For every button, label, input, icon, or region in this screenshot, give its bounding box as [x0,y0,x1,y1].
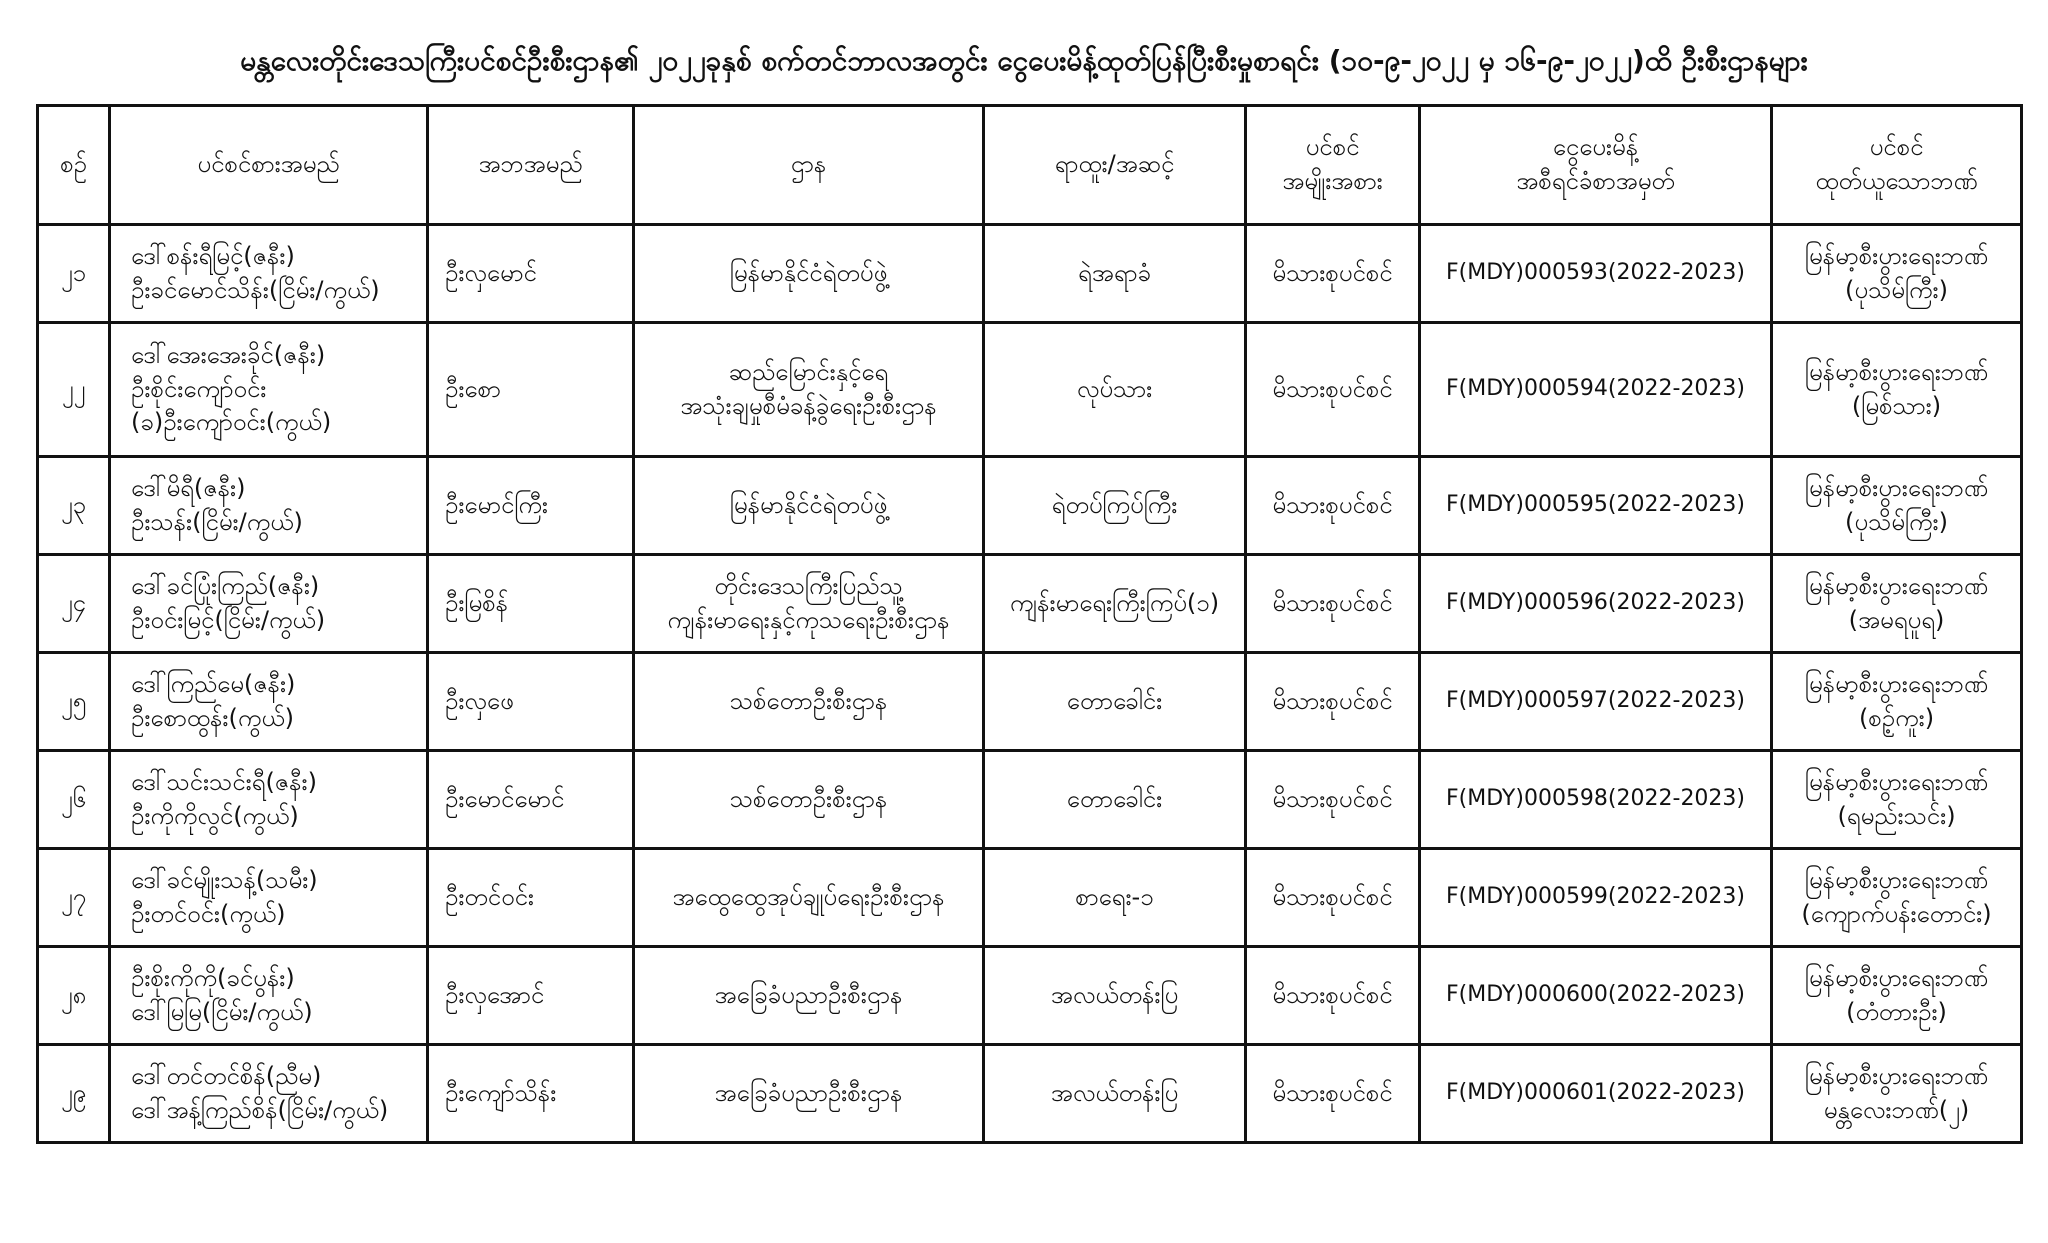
cell-bank-line: (အမရပူရ) [1848,605,1945,634]
header-no: စဉ် [38,106,110,225]
cell-pensioner-line: (ခ)ဦးကျော်ဝင်း(ကွယ်) [131,408,332,437]
cell-bank [1772,225,2022,323]
cell-rank-text: တောခေါင်း [1066,784,1163,813]
cell-pensioner-line: ဦးစိုးကိုကို(ခင်ပွန်း) [131,963,295,992]
cell-department [634,849,984,947]
cell-rank [984,947,1246,1045]
cell-department-line: တိုင်းဒေသကြီးပြည်သူ့ [714,571,903,600]
cell-department-line: အသုံးချမှုစီမံခန့်ခွဲရေးဦးစီးဌာန [680,391,937,420]
cell-no-text: ၂၆ [60,784,87,813]
table-row [38,849,2022,947]
cell-father [428,555,634,653]
cell-order-no-text: F(MDY)000597(2022-2023) [1445,688,1746,714]
cell-rank-text: အလယ်တန်းပြ [1050,980,1179,1009]
cell-pensioner [110,947,428,1045]
cell-pensioner [110,225,428,323]
cell-pensioner-line: ဦးတင်ဝင်း(ကွယ်) [131,899,286,928]
cell-bank [1772,555,2022,653]
cell-pension-type-text: မိသားစုပင်စင် [1272,882,1393,911]
cell-bank-line: မြန်မာ့စီးပွားရေးဘဏ် [1804,1061,1989,1090]
cell-bank-line: (ကျောက်ပန်းတောင်း) [1801,899,1992,928]
cell-pension-type [1246,225,1420,323]
cell-no-text: ၂၅ [60,686,87,715]
cell-father [428,653,634,751]
cell-rank [984,457,1246,555]
cell-order-no-text: F(MDY)000601(2022-2023) [1445,1080,1746,1106]
cell-bank-line: မြန်မာ့စီးပွားရေးဘဏ် [1804,357,1989,386]
cell-department-line: ဆည်မြောင်းနှင့်ရေ [728,357,889,386]
cell-father [428,849,634,947]
cell-father-text: ဦးတင်ဝင်း [445,882,534,911]
cell-bank-line: မြန်မာ့စီးပွားရေးဘဏ် [1804,963,1989,992]
pension-table [36,104,2023,1144]
cell-pensioner-line: ဒေါ်အေးအေးခိုင်(ဇနီး) [131,341,326,370]
table-row [38,1045,2022,1143]
cell-pension-type [1246,555,1420,653]
cell-father-text: ဦးလှမောင် [445,258,537,287]
table-header-row [38,106,2022,225]
cell-no [38,555,110,653]
cell-no-text: ၂၁ [60,258,87,287]
cell-department-line: သစ်တောဦးစီးဌာန [729,686,888,715]
header-father: အဘအမည် [428,106,634,225]
cell-pension-type-text: မိသားစုပင်စင် [1272,490,1393,519]
cell-pensioner [110,323,428,457]
page-title: မန္တလေးတိုင်းဒေသကြီးပင်စင်ဦးစီးဌာန၏ ၂၀၂၂ခုနှစ် စက်တင်ဘာလအတွင်း ငွေပေးမိန့်ထုတ်ပြန်ပြီးစီးမှုစာရင်း (၁၀-၉-၂၀၂၂ မှ ၁၆-၉-၂၀၂၂)ထိ ဦးစီးဌာနများ [240,44,1808,77]
table-row [38,947,2022,1045]
cell-pensioner [110,849,428,947]
cell-no [38,653,110,751]
cell-order-no [1420,849,1772,947]
cell-pensioner-line: ဒေါ်တင်တင်စိန်(ညီမ) [131,1061,322,1090]
cell-bank-line: မြန်မာ့စီးပွားရေးဘဏ် [1804,865,1989,894]
cell-department-line: အခြေခံပညာဦးစီးဌာန [714,1078,903,1107]
cell-bank-line: (တံတားဦး) [1846,997,1947,1026]
header-order-no: ငွေပေးမိန့် အစီရင်ခံစာအမှတ် [1420,106,1772,225]
cell-no [38,323,110,457]
cell-pensioner-line: ဦးစိုင်းကျော်ဝင်း [131,374,267,403]
cell-order-no [1420,225,1772,323]
cell-pensioner-line: ဒေါ်ကြည်မေ(ဇနီး) [131,669,296,698]
table-row [38,323,2022,457]
cell-bank [1772,653,2022,751]
cell-father-text: ဦးလှဖေ [445,686,514,715]
cell-department [634,225,984,323]
cell-department [634,457,984,555]
cell-pension-type-text: မိသားစုပင်စင် [1272,374,1393,403]
cell-pensioner-line: ဒေါ်အန့်ကြည်စိန်(ငြိမ်း/ကွယ်) [131,1095,389,1124]
cell-pension-type [1246,751,1420,849]
cell-order-no [1420,457,1772,555]
header-department: ဌာန [634,106,984,225]
cell-pension-type-text: မိသားစုပင်စင် [1272,686,1393,715]
cell-bank-line: မြန်မာ့စီးပွားရေးဘဏ် [1804,571,1989,600]
cell-father [428,947,634,1045]
cell-father-text: ဦးကျော်သိန်း [445,1078,557,1107]
cell-rank-text: ရဲတပ်ကြပ်ကြီး [1051,490,1178,519]
table-row [38,225,2022,323]
cell-bank-line: မြန်မာ့စီးပွားရေးဘဏ် [1804,767,1989,796]
cell-father [428,323,634,457]
cell-pensioner-line: ဒေါ်ခင်မျိုးသန့်(သမီး) [131,865,318,894]
cell-rank-text: စာရေး-၁ [1075,882,1154,911]
cell-no-text: ၂၇ [60,882,87,911]
cell-rank [984,653,1246,751]
cell-order-no-text: F(MDY)000598(2022-2023) [1445,786,1746,812]
cell-bank [1772,457,2022,555]
cell-department [634,653,984,751]
cell-pensioner-line: ဒေါ်သင်းသင်းရီ(ဇနီး) [131,767,317,796]
cell-order-no-text: F(MDY)000594(2022-2023) [1445,376,1746,402]
table-row [38,751,2022,849]
cell-father-text: ဦးမောင်မောင် [445,784,565,813]
cell-pensioner-line: ဦးကိုကိုလွင်(ကွယ်) [131,801,299,830]
cell-rank [984,555,1246,653]
cell-father-text: ဦးမြစိန် [445,588,509,617]
cell-pensioner-line: ဦးသန်း(ငြိမ်း/ကွယ်) [131,507,303,536]
cell-bank-line: မန္တလေးဘဏ်(၂) [1823,1095,1970,1124]
cell-father-text: ဦးလှအောင် [445,980,545,1009]
cell-pensioner [110,653,428,751]
cell-pension-type [1246,323,1420,457]
cell-father [428,751,634,849]
cell-order-no-text: F(MDY)000599(2022-2023) [1445,884,1746,910]
cell-department-line: မြန်မာနိုင်ငံရဲတပ်ဖွဲ့ [729,258,888,287]
cell-order-no-text: F(MDY)000596(2022-2023) [1445,590,1746,616]
cell-pensioner-line: ဦးဝင်းမြင့်(ငြိမ်း/ကွယ်) [131,605,326,634]
cell-pension-type-text: မိသားစုပင်စင် [1272,980,1393,1009]
cell-no-text: ၂၃ [60,490,87,519]
cell-pension-type-text: မိသားစုပင်စင် [1272,588,1393,617]
cell-bank [1772,849,2022,947]
cell-bank [1772,947,2022,1045]
cell-rank [984,323,1246,457]
header-rank: ရာထူး/အဆင့် [984,106,1246,225]
cell-bank-line: မြန်မာ့စီးပွားရေးဘဏ် [1804,473,1989,502]
cell-order-no [1420,323,1772,457]
pension-table-container [36,104,2023,1144]
cell-father [428,1045,634,1143]
cell-pensioner-line: ဒေါ်ခင်ပြုံးကြည်(ဇနီး) [131,571,320,600]
cell-no-text: ၂၄ [60,588,87,617]
cell-pensioner-line: ဒေါ်မိရီ(ဇနီး) [131,473,246,502]
cell-order-no [1420,751,1772,849]
cell-pension-type [1246,653,1420,751]
cell-bank-line: (ပုသိမ်ကြီး) [1845,507,1948,536]
cell-no [38,947,110,1045]
cell-rank [984,849,1246,947]
cell-pensioner [110,457,428,555]
cell-pension-type [1246,457,1420,555]
cell-bank [1772,323,2022,457]
cell-bank-line: မြန်မာ့စီးပွားရေးဘဏ် [1804,669,1989,698]
cell-pensioner-line: ဦးစောထွန်း(ကွယ်) [131,703,295,732]
cell-department [634,555,984,653]
header-pension-type: ပင်စင် အမျိုးအစား [1246,106,1420,225]
cell-pensioner [110,1045,428,1143]
cell-no-text: ၂၉ [60,1078,87,1107]
header-bank: ပင်စင် ထုတ်ယူသောဘဏ် [1772,106,2022,225]
cell-bank-line: မြန်မာ့စီးပွားရေးဘဏ် [1804,241,1989,270]
table-row [38,457,2022,555]
table-body [38,225,2022,1143]
cell-rank-text: လုပ်သား [1076,374,1153,403]
cell-order-no [1420,653,1772,751]
cell-father-text: ဦးစော [445,374,501,403]
cell-rank [984,225,1246,323]
cell-no [38,849,110,947]
cell-department-line: အခြေခံပညာဦးစီးဌာန [714,980,903,1009]
table-row [38,555,2022,653]
cell-no-text: ၂၈ [60,980,87,1009]
cell-no [38,751,110,849]
cell-rank [984,751,1246,849]
cell-bank-line: (စဉ့်ကူး) [1858,703,1935,732]
cell-pensioner-line: ဦးခင်မောင်သိန်း(ငြိမ်း/ကွယ်) [131,275,380,304]
cell-father [428,457,634,555]
cell-department [634,1045,984,1143]
cell-pension-type [1246,947,1420,1045]
cell-bank [1772,751,2022,849]
cell-pension-type-text: မိသားစုပင်စင် [1272,258,1393,287]
cell-no [38,225,110,323]
cell-order-no [1420,555,1772,653]
cell-pensioner-line: ဒေါ်မြမြ(ငြိမ်း/ကွယ်) [131,997,313,1026]
cell-bank-line: (မြစ်သား) [1851,391,1942,420]
cell-rank-text: တောခေါင်း [1066,686,1163,715]
cell-father [428,225,634,323]
cell-no-text: ၂၂ [61,374,86,403]
cell-department [634,947,984,1045]
cell-department [634,751,984,849]
cell-pension-type [1246,849,1420,947]
cell-father-text: ဦးမောင်ကြီး [445,490,548,519]
cell-pensioner [110,751,428,849]
cell-no [38,1045,110,1143]
cell-bank [1772,1045,2022,1143]
cell-bank-line: (ရမည်းသင်း) [1837,801,1956,830]
table-row [38,653,2022,751]
cell-department-line: သစ်တောဦးစီးဌာန [729,784,888,813]
cell-rank-text: ကျန်းမာရေးကြီးကြပ်(၁) [1009,588,1220,617]
cell-order-no-text: F(MDY)000593(2022-2023) [1445,260,1746,286]
cell-department-line: မြန်မာနိုင်ငံရဲတပ်ဖွဲ့ [729,490,888,519]
cell-order-no-text: F(MDY)000595(2022-2023) [1445,492,1746,518]
cell-rank-text: အလယ်တန်းပြ [1050,1078,1179,1107]
cell-pensioner-line: ဒေါ်စန်းရီမြင့်(ဇနီး) [131,241,295,270]
cell-pensioner [110,555,428,653]
cell-bank-line: (ပုသိမ်ကြီး) [1845,275,1948,304]
cell-rank-text: ရဲအရာခံ [1078,258,1151,287]
cell-rank [984,1045,1246,1143]
cell-department-line: ကျန်းမာရေးနှင့်ကုသရေးဦးစီးဌာန [667,605,950,634]
cell-pension-type-text: မိသားစုပင်စင် [1272,784,1393,813]
header-pensioner: ပင်စင်စားအမည် [110,106,428,225]
cell-pension-type [1246,1045,1420,1143]
cell-department-line: အထွေထွေအုပ်ချုပ်ရေးဦးစီးဌာန [672,882,945,911]
cell-department [634,323,984,457]
cell-order-no [1420,947,1772,1045]
cell-no [38,457,110,555]
cell-order-no-text: F(MDY)000600(2022-2023) [1445,982,1746,1008]
cell-order-no [1420,1045,1772,1143]
cell-pension-type-text: မိသားစုပင်စင် [1272,1078,1393,1107]
